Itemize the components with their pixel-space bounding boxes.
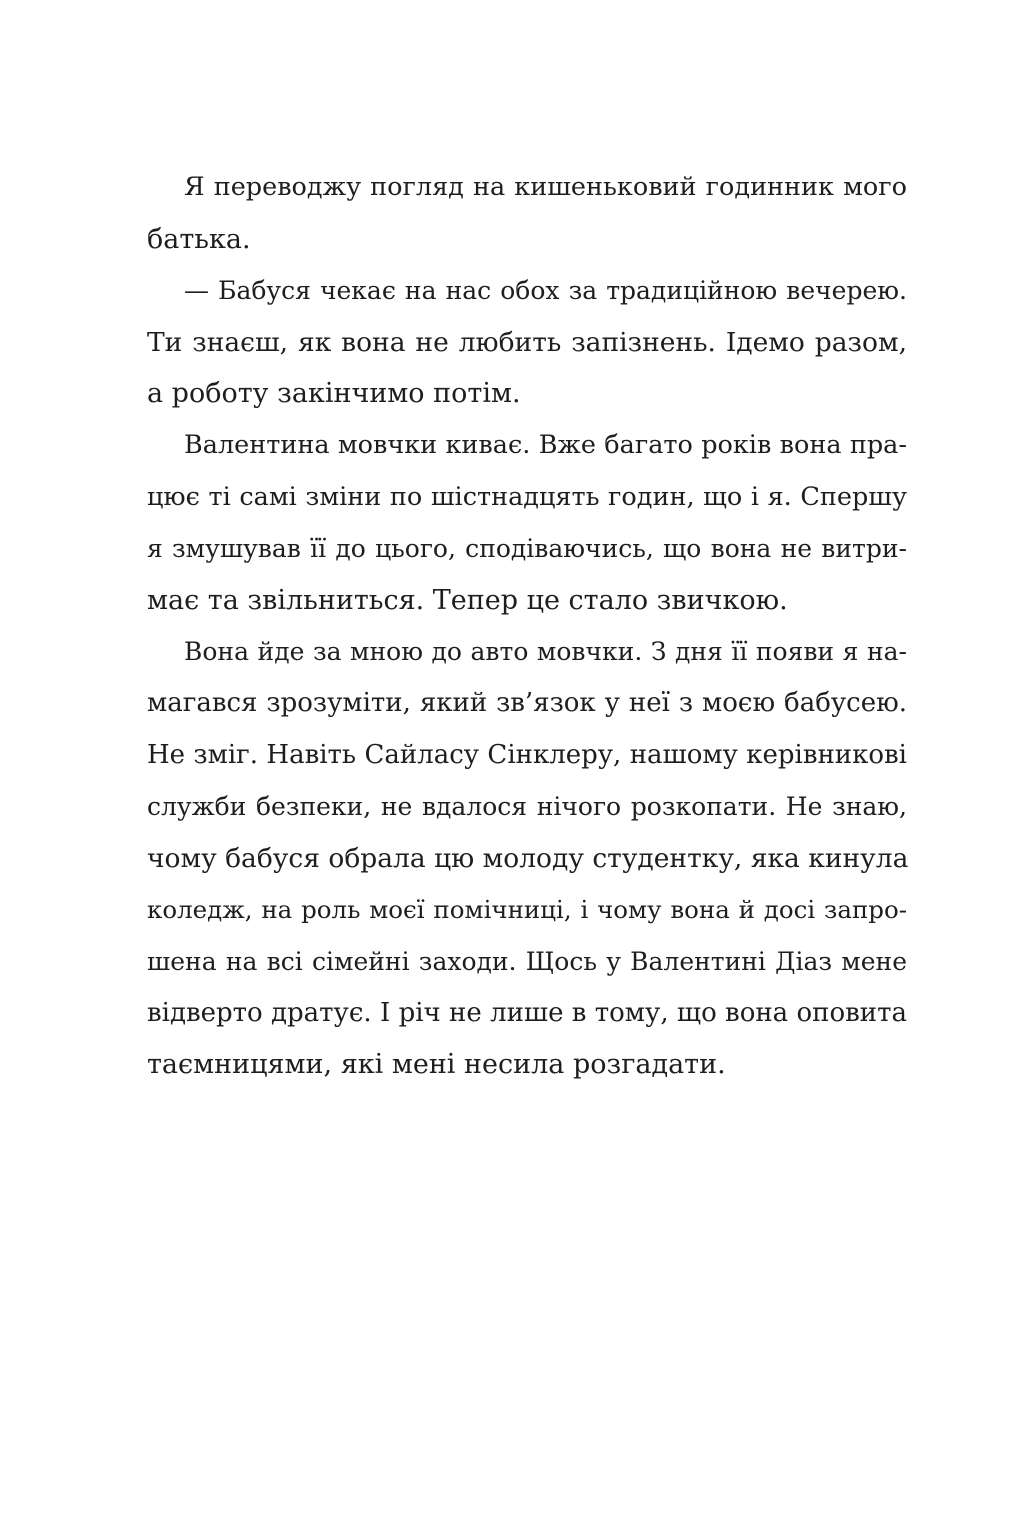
text-line: я змушував її до цього, сподіваючись, що вона не витри-	[147, 534, 907, 564]
text-line: коледж, на роль моєї помічниці, і чому вона й досі запро-	[147, 895, 907, 925]
text-line: а роботу закінчимо потім.	[147, 378, 521, 410]
text-line: батька.	[147, 223, 251, 255]
text-line: чому бабуся обрала цю молоду студентку, яка кинула	[147, 842, 909, 874]
body-text	[147, 162, 907, 1091]
text-line: Не зміг. Навіть Сайласу Сінклеру, нашому керівникові	[147, 739, 907, 770]
text-line: магався зрозуміти, який зв’язок у неї з моєю бабусею.	[147, 687, 907, 718]
text-line: — Бабуся чекає на нас обох за традиційною вечерею.	[184, 276, 907, 306]
text-line: шена на всі сімейні заходи. Щось у Валентині Діаз мене	[147, 946, 907, 976]
text-line: цює ті самі зміни по шістнадцять годин, що і я. Спершу	[147, 481, 907, 512]
text-line: відверто дратує. І річ не лише в тому, що вона оповита	[147, 997, 907, 1028]
text-line: Вона йде за мною до авто мовчки. З дня її появи я на-	[184, 637, 907, 667]
text-line: служби безпеки, не вдалося нічого розкопати. Не знаю,	[147, 792, 907, 822]
text-line: Валентина мовчки киває. Вже багато років вона пра-	[184, 429, 907, 460]
text-line: таємницями, які мені несила розгадати.	[147, 1049, 726, 1081]
text-line: Я переводжу погляд на кишеньковий годинник мого	[184, 172, 907, 202]
text-line: має та звільниться. Тепер це стало звичкою.	[147, 584, 788, 616]
text-line: Ти знаєш, як вона не любить запізнень. Ідемо разом,	[147, 326, 907, 358]
